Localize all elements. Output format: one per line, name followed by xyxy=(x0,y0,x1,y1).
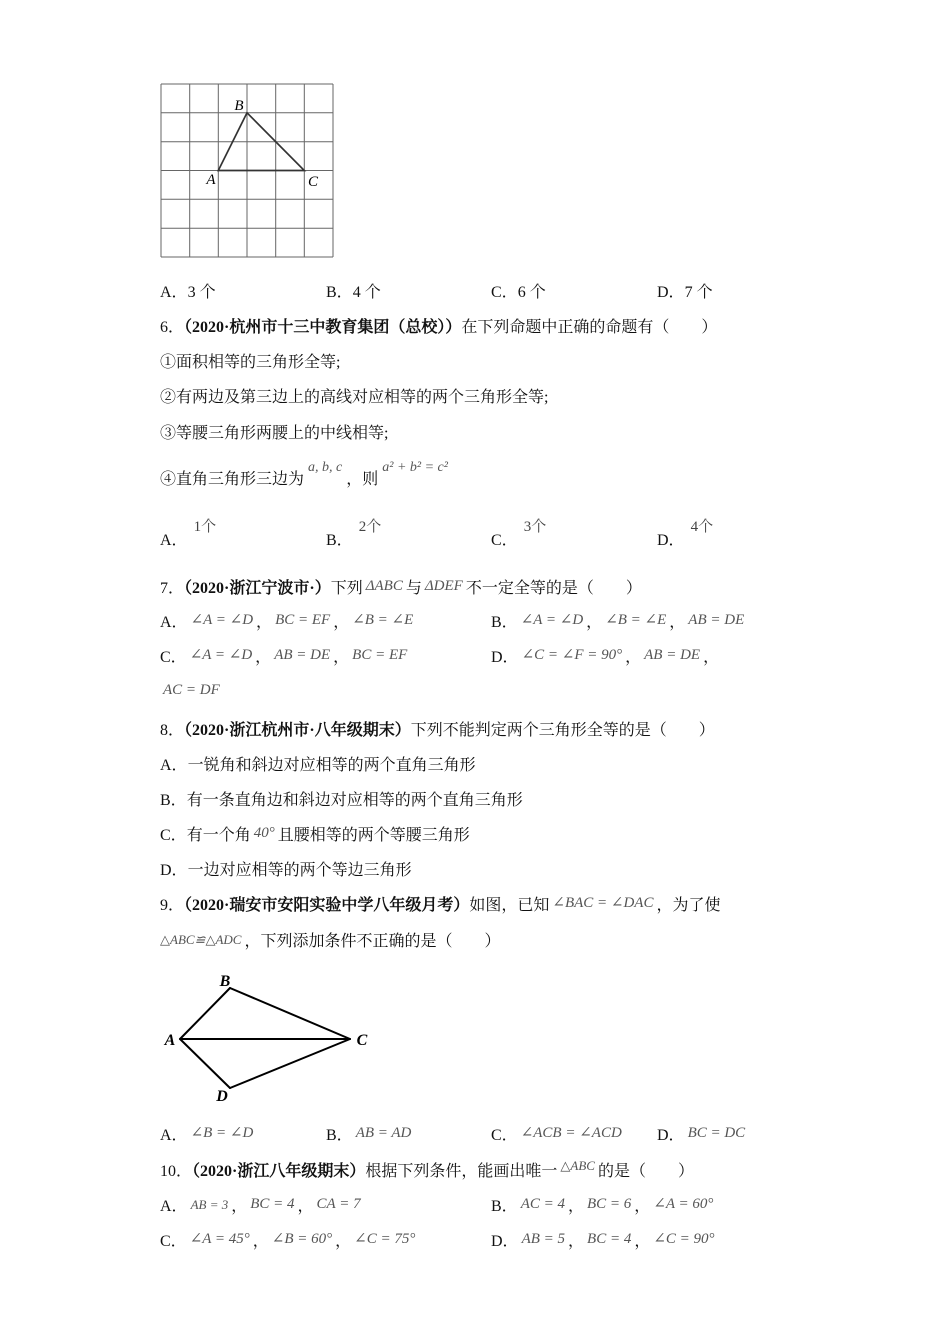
q5-option-b xyxy=(326,282,381,304)
math-expression: a, b, c xyxy=(308,460,343,475)
separator: ， xyxy=(256,614,273,631)
option-letter: A． xyxy=(160,757,188,774)
q7-option-b xyxy=(491,612,747,634)
q8-option-d xyxy=(160,860,412,882)
question-source: （2020·杭州市十三中教育集团（总校）） xyxy=(184,319,462,336)
option-letter: D． xyxy=(657,284,685,301)
math-expression: AC = DF xyxy=(163,682,220,698)
q9-stem-line-2 xyxy=(160,931,500,953)
q10-option-c xyxy=(160,1231,418,1253)
q5-option-c xyxy=(491,282,546,304)
math-expression: BC = 4 xyxy=(250,1196,295,1212)
q8-option-b xyxy=(160,790,523,812)
question-text: 如图，已知 xyxy=(469,897,550,914)
question-text: 下列不能判定两个三角形全等的是（ ） xyxy=(410,722,715,739)
grid-figure xyxy=(150,75,350,270)
math-expression: ∠A = ∠D xyxy=(520,612,584,628)
math-expression: ∠A = ∠D xyxy=(189,647,253,663)
q6-option-a xyxy=(160,519,217,552)
option-letter: D． xyxy=(491,1233,519,1250)
math-expression: BC = 4 xyxy=(587,1231,632,1247)
math-expression: AC = 4 xyxy=(520,1196,565,1212)
vertex-label-a: A xyxy=(206,172,216,188)
segment-ab xyxy=(180,988,230,1039)
option-letter: C． xyxy=(160,827,187,844)
option-letter: C． xyxy=(491,1127,518,1144)
option-letter: A． xyxy=(160,614,188,631)
q5-option-a xyxy=(160,282,216,304)
question-number: 10． xyxy=(160,1163,193,1180)
option-text: 4 个 xyxy=(352,284,381,301)
separator: ， xyxy=(586,614,603,631)
option-text: 3个 xyxy=(523,519,547,535)
item-text: ②有两边及第三边上的高线对应相等的两个三角形全等; xyxy=(160,389,549,406)
math-expression: ∠B = ∠D xyxy=(190,1125,254,1141)
segment-cd xyxy=(230,1039,350,1088)
option-letter: D． xyxy=(491,649,519,666)
separator: ， xyxy=(634,1198,651,1215)
option-text: 一边对应相等的两个等边三角形 xyxy=(187,862,412,879)
q8-stem xyxy=(160,720,715,742)
q6-item-1 xyxy=(160,352,340,374)
math-expression: BC = EF xyxy=(352,647,408,663)
question-source: （2020·浙江宁波市·） xyxy=(184,580,331,597)
vertex-label-c: C xyxy=(356,1032,368,1049)
separator: ， xyxy=(255,649,272,666)
vertex-label-b: B xyxy=(219,973,231,990)
q7-option-a xyxy=(160,612,416,634)
q10-option-b xyxy=(491,1196,716,1218)
question-text: 不一定全等的是（ ） xyxy=(465,580,642,597)
segment-da xyxy=(180,1039,230,1088)
question-number: 8． xyxy=(160,722,185,739)
question-source: （2020·瑞安市安阳实验中学八年级月考） xyxy=(184,897,470,914)
option-letter: C． xyxy=(160,649,187,666)
math-expression: ∠C = 90° xyxy=(653,1231,715,1247)
q6-item-2 xyxy=(160,387,548,409)
option-letter: D． xyxy=(160,862,188,879)
item-text: ①面积相等的三角形全等; xyxy=(160,354,341,371)
separator: ， xyxy=(567,1198,584,1215)
q10-option-a xyxy=(160,1196,364,1218)
question-source: （2020·浙江杭州市·八年级期末） xyxy=(184,722,411,739)
option-letter: B． xyxy=(160,792,187,809)
option-letter: A． xyxy=(160,284,188,301)
separator: ， xyxy=(333,614,350,631)
question-text: 在下列命题中正确的命题有（ ） xyxy=(461,319,718,336)
option-text: 7 个 xyxy=(684,284,713,301)
item-text: ④直角三角形三边为 xyxy=(160,471,305,488)
separator: ， xyxy=(669,614,686,631)
math-expression: ∠A = ∠D xyxy=(190,612,254,628)
option-letter: B． xyxy=(326,284,353,301)
math-expression: AB = DE xyxy=(274,647,331,663)
q9-option-d xyxy=(657,1125,748,1147)
option-letter: B． xyxy=(491,614,518,631)
question-source: （2020·浙江八年级期末） xyxy=(192,1163,366,1180)
question-text: 的是（ ） xyxy=(597,1163,694,1180)
separator: ， xyxy=(703,649,720,666)
question-number: 7． xyxy=(160,580,185,597)
option-letter: A． xyxy=(160,1127,188,1144)
math-expression: ΔDEF xyxy=(424,578,463,594)
q6-option-d xyxy=(657,519,714,552)
math-expression: AB = 5 xyxy=(521,1231,566,1247)
question-text: ，为了使 xyxy=(656,897,721,914)
option-text: 4个 xyxy=(690,519,714,535)
math-expression: ΔABC xyxy=(365,578,403,594)
vertex-label-a: A xyxy=(164,1032,176,1049)
q7-stem xyxy=(160,578,642,600)
question-text: 与 xyxy=(405,580,422,597)
q6-option-b xyxy=(326,519,382,552)
separator: ， xyxy=(231,1198,248,1215)
separator: ， xyxy=(634,1233,651,1250)
option-letter: B． xyxy=(326,1127,353,1144)
option-text: 有一条直角边和斜边对应相等的两个直角三角形 xyxy=(186,792,523,809)
option-letter: A． xyxy=(160,532,188,549)
math-expression: △ABC≌△ADC xyxy=(160,932,242,947)
option-text: 1个 xyxy=(193,519,217,535)
q10-option-d xyxy=(491,1231,718,1253)
q10-stem xyxy=(160,1158,694,1183)
math-expression: CA = 7 xyxy=(316,1196,361,1212)
option-text: 且腰相等的两个等腰三角形 xyxy=(277,827,470,844)
math-expression: ∠ACB = ∠ACD xyxy=(520,1125,622,1141)
option-text: 3 个 xyxy=(187,284,216,301)
q6-stem xyxy=(160,317,717,339)
option-text: 2个 xyxy=(358,519,382,535)
q9-option-a xyxy=(160,1125,256,1147)
math-expression: BC = EF xyxy=(275,612,331,628)
q7-option-c xyxy=(160,647,410,669)
q9-stem-line-1 xyxy=(160,895,720,917)
math-expression: a² + b² = c² xyxy=(382,460,448,475)
separator: ， xyxy=(252,1233,269,1250)
math-expression: ∠B = ∠E xyxy=(352,612,414,628)
math-expression: ∠A = 60° xyxy=(653,1196,714,1212)
q6-option-c xyxy=(491,519,547,552)
q7-option-d-continued xyxy=(160,682,223,704)
q6-item-3 xyxy=(160,423,388,445)
math-expression: AB = 3 xyxy=(190,1197,229,1212)
q8-option-c xyxy=(160,825,470,847)
option-letter: C． xyxy=(160,1233,187,1250)
q9-option-c xyxy=(491,1125,625,1147)
question-text: 下列 xyxy=(330,580,363,597)
option-letter: B． xyxy=(326,532,353,549)
math-expression: BC = DC xyxy=(687,1125,746,1141)
item-text: ，则 xyxy=(346,471,379,488)
separator: ， xyxy=(625,649,642,666)
math-expression: AB = DE xyxy=(688,612,745,628)
separator: ， xyxy=(297,1198,314,1215)
option-text: 6 个 xyxy=(517,284,546,301)
math-expression: ∠A = 45° xyxy=(189,1231,250,1247)
option-text: 一锐角和斜边对应相等的两个直角三角形 xyxy=(187,757,476,774)
question-text: ，下列添加条件不正确的是（ ） xyxy=(244,933,501,950)
math-expression: ∠C = ∠F = 90° xyxy=(521,647,623,663)
separator: ， xyxy=(568,1233,585,1250)
quadrilateral-figure xyxy=(155,965,380,1110)
separator: ， xyxy=(335,1233,352,1250)
math-expression: ∠B = ∠E xyxy=(605,612,667,628)
q7-option-d xyxy=(491,647,719,669)
q6-item-4 xyxy=(160,460,452,491)
option-letter: C． xyxy=(491,284,518,301)
item-text: ③等腰三角形两腰上的中线相等; xyxy=(160,425,389,442)
separator: ， xyxy=(333,649,350,666)
math-expression: ∠C = 75° xyxy=(354,1231,416,1247)
option-text: 有一个角 xyxy=(186,827,251,844)
math-expression: BC = 6 xyxy=(587,1196,632,1212)
q8-option-a xyxy=(160,755,476,777)
vertex-label-d: D xyxy=(216,1088,228,1105)
vertex-label-c: C xyxy=(307,174,319,190)
option-letter: C． xyxy=(491,532,518,549)
option-letter: D． xyxy=(657,532,685,549)
question-number: 9． xyxy=(160,897,185,914)
math-expression: ∠BAC = ∠DAC xyxy=(552,895,654,911)
math-expression: AB = AD xyxy=(355,1125,412,1141)
q9-option-b xyxy=(326,1125,414,1147)
vertex-label-b: B xyxy=(234,98,244,114)
segment-bc xyxy=(230,988,350,1039)
math-expression: △ABC xyxy=(560,1158,595,1173)
option-letter: A． xyxy=(160,1198,188,1215)
q5-option-d xyxy=(657,282,713,304)
option-letter: B． xyxy=(491,1198,518,1215)
question-text: 根据下列条件，能画出唯一 xyxy=(365,1163,558,1180)
math-expression: ∠B = 60° xyxy=(271,1231,333,1247)
math-expression: 40° xyxy=(253,825,275,841)
question-number: 6． xyxy=(160,319,185,336)
math-expression: AB = DE xyxy=(644,647,701,663)
option-letter: D． xyxy=(657,1127,685,1144)
